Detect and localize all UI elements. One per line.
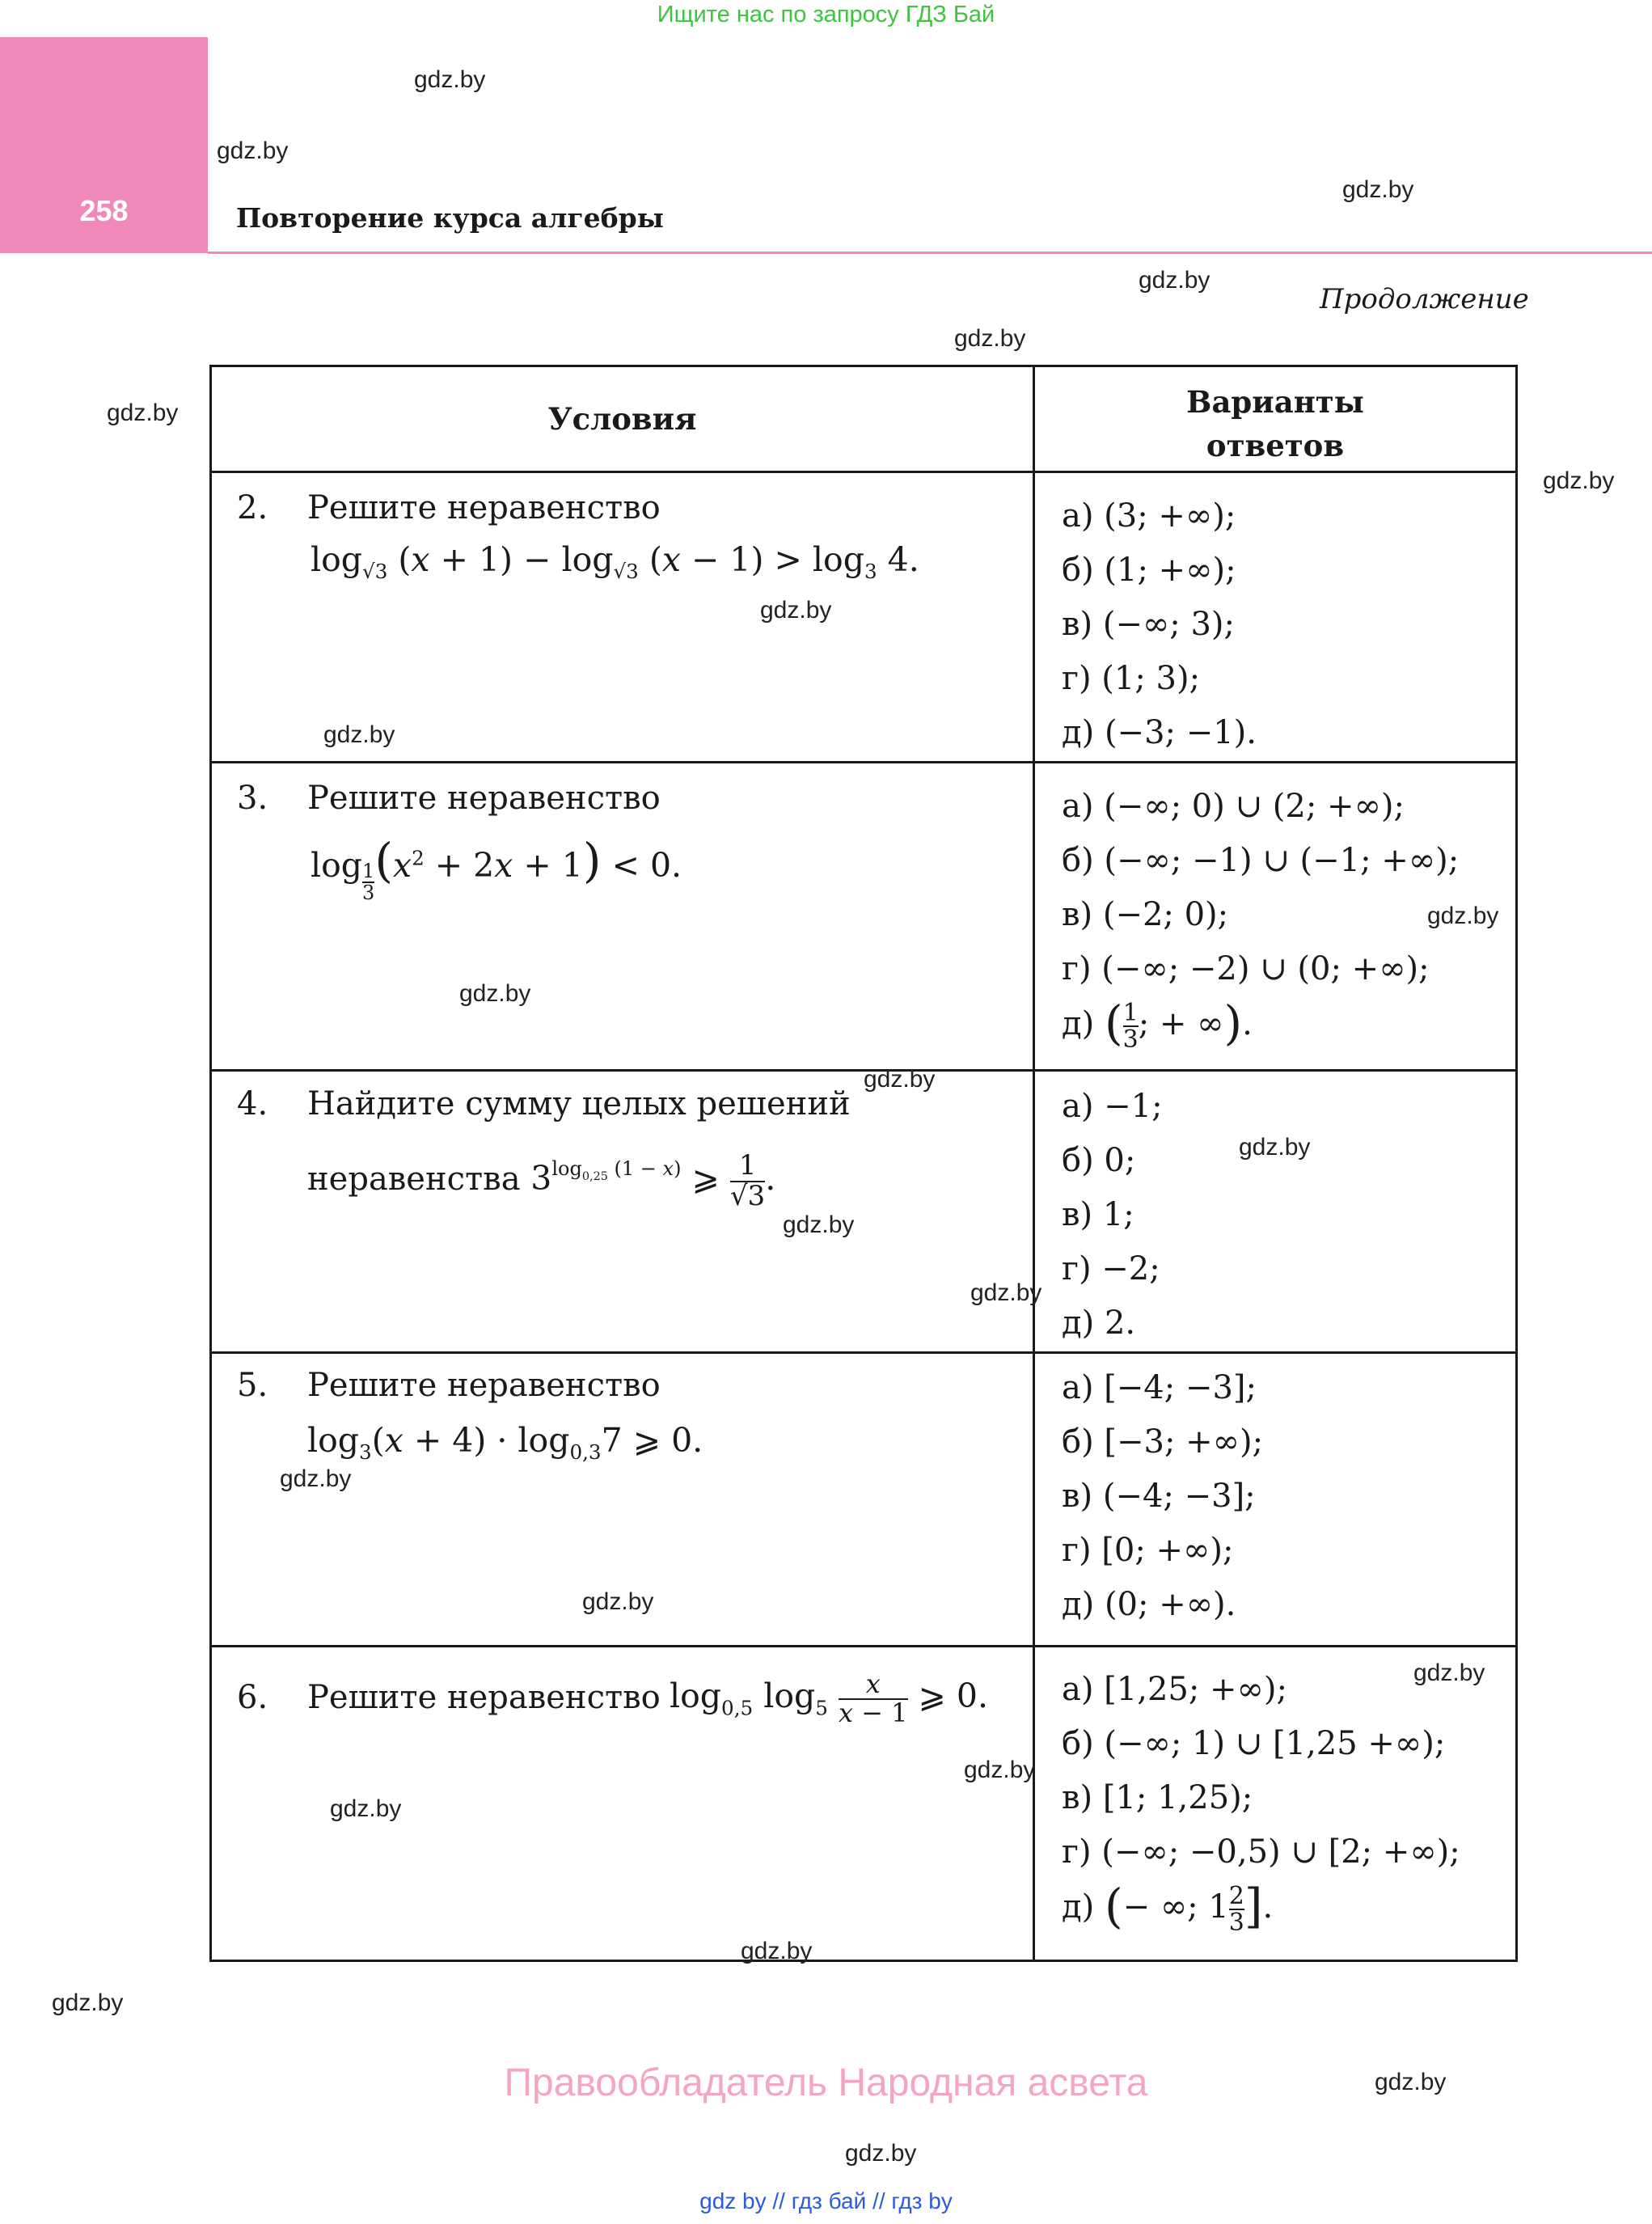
answer-option: д) (− ∞; 1 $\frac{2}{3}$ ]. [1062, 1879, 1274, 1937]
table-border [209, 1960, 1518, 1962]
table-border [209, 471, 1518, 473]
task-number: 6. [237, 1679, 268, 1716]
table-border [209, 365, 1518, 367]
answer-option-label: д) [1062, 1888, 1095, 1926]
answer-list [1062, 1361, 1263, 1632]
task-text: Решите неравенство [307, 489, 661, 526]
task-number: 3. [237, 780, 268, 817]
answer-option: а) [−4; −3]; [1062, 1369, 1257, 1406]
answer-option: в) [1; 1,25); [1062, 1779, 1253, 1816]
task-text: Решите неравенство [307, 1679, 661, 1716]
watermark: gdz.by [1543, 467, 1615, 494]
header-conditions: Условия [547, 401, 697, 437]
watermark: gdz.by [217, 137, 289, 164]
answer-option: д) (0; +∞). [1062, 1586, 1236, 1623]
watermark: gdz.by [107, 400, 179, 426]
watermark: gdz.by [1239, 1134, 1311, 1161]
watermark: gdz.by [582, 1588, 654, 1615]
task-number: 4. [237, 1085, 268, 1123]
watermark: gdz.by [280, 1465, 352, 1492]
task-formula: $\log_{0,5} \log_5$ $\frac{x}{x - 1}$ ⩾ 0. [670, 1668, 989, 1728]
answer-option: д) (−3; −1). [1062, 714, 1257, 751]
page-number: 258 [79, 194, 129, 227]
header-divider [208, 252, 1652, 254]
watermark: gdz.by [864, 1066, 936, 1093]
copyright-notice: Правообладатель Народная асвета [504, 2061, 1148, 2104]
table-border [209, 761, 1518, 763]
task-formula: $\log_3(x + 4) \cdot \log_{0,3}7$ ⩾ 0. [307, 1421, 703, 1465]
answer-option: в) (−2; 0); [1062, 896, 1229, 933]
answer-option: д) ( $\frac{1}{3}$ ; + ∞). [1062, 996, 1253, 1054]
watermark: gdz.by [414, 66, 486, 93]
answer-list [1062, 1080, 1163, 1351]
table-border [1033, 365, 1035, 1962]
answer-option: г) −2; [1062, 1250, 1160, 1287]
watermark: gdz.by [760, 597, 832, 624]
answer-list [1062, 489, 1257, 760]
answer-list [1062, 780, 1459, 1053]
task-text: Решите неравенство [307, 1367, 661, 1404]
top-banner[interactable]: Ищите нас по запросу ГДЗ Бай [657, 2, 995, 27]
answer-option: б) (1; +∞); [1062, 552, 1236, 589]
header-answers [1035, 380, 1515, 467]
task-text: Найдите сумму целых решений [307, 1085, 851, 1123]
answer-option: а) (3; +∞); [1062, 497, 1236, 535]
answer-option: в) (−4; −3]; [1062, 1478, 1256, 1515]
task-number: 5. [237, 1367, 268, 1404]
answer-option: б) 0; [1062, 1142, 1136, 1179]
answer-option: б) (−∞; 1) ∪ [1,25 +∞); [1062, 1725, 1446, 1762]
watermark: gdz.by [1427, 903, 1499, 929]
watermark: gdz.by [1413, 1660, 1485, 1686]
footer-links[interactable]: gdz by // гдз бай // гдз by [699, 2188, 953, 2213]
section-title: Повторение курса алгебры [236, 202, 664, 234]
answer-option: г) (−∞; −0,5) ∪ [2; +∞); [1062, 1833, 1460, 1871]
answer-option: б) [−3; +∞); [1062, 1423, 1264, 1461]
answer-option: а) (−∞; 0) ∪ (2; +∞); [1062, 788, 1405, 825]
table-border [209, 365, 212, 1962]
table-border [209, 1351, 1518, 1354]
watermark: gdz.by [1375, 2069, 1447, 2095]
continued-label: Продолжение [1320, 283, 1529, 315]
answer-option: д) 2. [1062, 1304, 1136, 1342]
answer-option: в) (−∞; 3); [1062, 606, 1236, 643]
watermark: gdz.by [845, 2140, 917, 2167]
answer-option: в) 1; [1062, 1196, 1134, 1233]
watermark: gdz.by [323, 721, 395, 748]
watermark: gdz.by [954, 325, 1026, 352]
answer-option: б) (−∞; −1) ∪ (−1; +∞); [1062, 842, 1460, 879]
table-border [1515, 365, 1518, 1962]
watermark: gdz.by [52, 1989, 124, 2016]
task-text-line2-label: неравенства [307, 1161, 521, 1199]
task-text-line2: неравенства $3^{log_{0,25} (1 - x)}$ ⩾ $\frac{1}{√3}$ . [307, 1149, 776, 1212]
task-formula: $\log_{√3} (x + 1) - \log_{√3} (x - 1) > \log_3 4$. [311, 540, 919, 584]
watermark: gdz.by [741, 1938, 813, 1964]
header-answers-line1: Варианты [1186, 384, 1364, 420]
watermark: gdz.by [964, 1757, 1036, 1783]
watermark: gdz.by [330, 1795, 402, 1822]
task-text: Решите неравенство [307, 780, 661, 817]
answer-option: г) (−∞; −2) ∪ (0; +∞); [1062, 950, 1430, 987]
watermark: gdz.by [970, 1279, 1042, 1306]
watermark: gdz.by [1139, 267, 1210, 294]
table-border [209, 1645, 1518, 1647]
answer-option: г) [0; +∞); [1062, 1532, 1234, 1569]
watermark: gdz.by [459, 980, 531, 1007]
task-formula: log $\frac{1}{3}$ $(x^2 + 2x + 1) < 0$. [311, 833, 682, 904]
answer-list [1062, 1663, 1460, 1936]
answer-option: г) (1; 3); [1062, 660, 1201, 697]
watermark: gdz.by [1342, 176, 1414, 203]
task-number: 2. [237, 489, 268, 526]
answer-option: а) [1,25; +∞); [1062, 1671, 1287, 1708]
watermark: gdz.by [783, 1211, 855, 1238]
header-answers-line2: ответов [1206, 428, 1345, 463]
answer-option: а) −1; [1062, 1088, 1163, 1125]
answer-option-label: д) [1062, 1005, 1095, 1042]
